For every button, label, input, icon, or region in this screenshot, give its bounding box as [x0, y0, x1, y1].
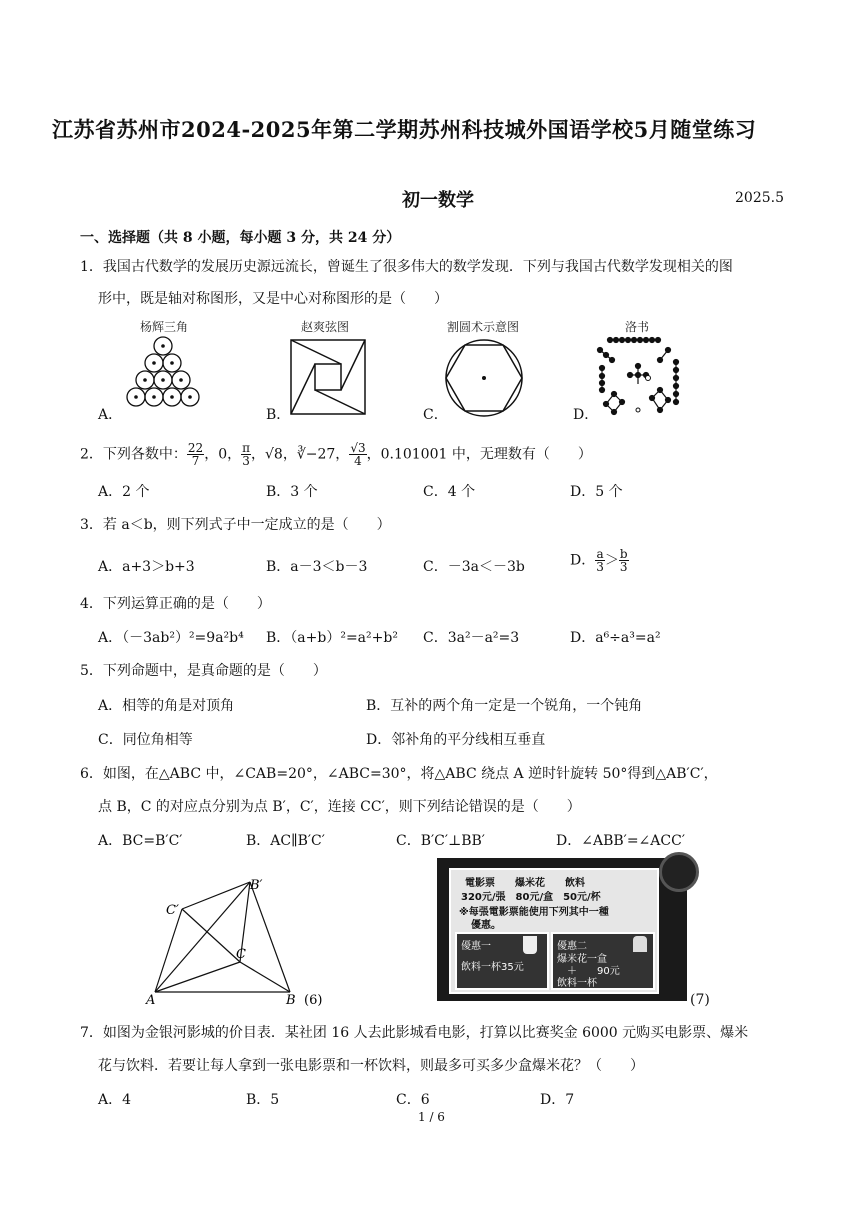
q1-caption-c: 割圆术示意图: [447, 320, 520, 334]
q2-fraction-sqrt3-4: [349, 442, 366, 467]
q1-option-b: B．: [266, 407, 291, 423]
q7-option-d: D．7: [540, 1092, 575, 1108]
q2-stem: [80, 442, 592, 467]
q5-option-a: A．相等的角是对顶角: [98, 698, 235, 714]
q6-option-d: D．∠ABB′=∠ACC′: [556, 833, 685, 849]
offer-two-line3: 飲料一杯: [557, 978, 597, 989]
price-board-panel: [449, 868, 659, 994]
offer-two-line2: ＋ 90元: [567, 966, 620, 977]
cinema-price-board: [437, 858, 687, 1001]
q6-stem-line1: 6．如图，在△ABC 中，∠CAB=20°，∠ABC=30°，将△ABC 绕点 A 逆时针旋转 50°得到△AB′C′，: [80, 766, 718, 782]
q1-option-c: C．: [423, 407, 448, 423]
offer-two-box: [551, 932, 655, 990]
q2-fraction-22-7: [187, 442, 204, 467]
offer-note-line1: ※每張電影票能使用下列其中一種: [459, 907, 609, 918]
q2-prefix: 2．下列各数中：: [80, 446, 187, 463]
q5-option-c: C．同位角相等: [98, 732, 193, 748]
label-a: A: [146, 993, 156, 1008]
offer-one-box: [455, 932, 549, 990]
offer-two-title: 優惠二: [557, 941, 587, 952]
figure-6-number: (6): [304, 993, 323, 1008]
label-b-prime: B′: [250, 878, 263, 893]
q7-option-b: B．5: [246, 1092, 280, 1108]
figure-7-number: (7): [690, 992, 710, 1008]
q4-option-b: B．（a+b）²=a²+b²: [266, 630, 398, 646]
label-c: C: [236, 947, 246, 962]
q5-option-d: D．邻补角的平分线相互垂直: [366, 732, 546, 748]
q1-stem-line2: 形中，既是轴对称图形，又是中心对称图形的是（ ）: [98, 291, 448, 307]
q2-option-c: C．4 个: [423, 484, 476, 500]
q6-stem-line2: 点 B，C 的对应点分别为点 B′，C′，连接 CC′，则下列结论错误的是（ ）: [98, 799, 581, 815]
q5-option-b: B．互补的两个角一定是一个锐角，一个钝角: [366, 698, 643, 714]
q1-caption-a: 杨辉三角: [140, 320, 189, 334]
q6-option-b: B．AC∥B′C′: [246, 833, 325, 849]
q3-option-d-label: D．: [570, 552, 596, 569]
q2-frac2-num: π: [242, 441, 251, 455]
q2-frac3-den: 4: [354, 454, 362, 468]
label-c-prime: C′: [166, 903, 179, 918]
q6-option-a: A．BC=B′C′: [98, 833, 183, 849]
q1-option-d: D．: [573, 407, 599, 423]
q3-option-b: B．a－3＜b－3: [266, 559, 368, 575]
q7-stem-line2: 花与饮料．若要让每人拿到一张电影票和一杯饮料，则最多可买多少盒爆米花？（ ）: [98, 1058, 644, 1074]
q3-d-frac2-num: b: [619, 547, 628, 561]
q6-option-c: C．B′C′⊥BB′: [396, 833, 485, 849]
q3-d-frac1: [595, 548, 605, 573]
q2-option-b: B．3 个: [266, 484, 318, 500]
q7-option-c: C．6: [396, 1092, 430, 1108]
q3-stem: 3．若 a＜b，则下列式子中一定成立的是（ ）: [80, 517, 391, 533]
q2-fraction-pi-3: [241, 442, 251, 467]
offer-one-text: 飲料一杯35元: [461, 962, 524, 973]
q3-option-d: [570, 548, 629, 573]
q2-option-d: D．5 个: [570, 484, 623, 500]
q2-frac1-num: 22: [187, 441, 204, 455]
q1-caption-d: 洛书: [625, 320, 650, 334]
price-headers: 電影票 爆米花 飲料: [465, 878, 585, 889]
offer-two-line1: 爆米花一盒: [557, 954, 607, 965]
q4-option-c: C．3a²－a²=3: [423, 630, 520, 646]
q2-mid1: ，0，: [204, 446, 242, 463]
q4-option-a: A．（－3ab²）²=9a²b⁴: [98, 630, 244, 646]
popcorn-icon: [633, 936, 647, 952]
q3-option-c: C．－3a＜－3b: [423, 559, 525, 575]
label-b: B: [286, 993, 296, 1008]
q3-d-frac1-den: 3: [596, 560, 604, 574]
q3-d-frac2: [619, 548, 629, 573]
q2-option-a: A．2 个: [98, 484, 150, 500]
circle-cutting-figure: [443, 337, 525, 419]
q2-frac2-den: 3: [242, 454, 250, 468]
q3-d-frac1-num: a: [596, 547, 604, 561]
q3-d-frac2-den: 3: [619, 560, 628, 574]
q7-option-a: A．4: [98, 1092, 132, 1108]
q2-frac3-num: √3: [350, 441, 366, 455]
q2-suffix: ，0.101001 中，无理数有（ ）: [366, 446, 592, 463]
q6-triangle-figure: [140, 872, 340, 1012]
subject-title: 初一数学: [402, 190, 474, 211]
offer-one-title: 優惠一: [461, 941, 491, 952]
document-date: 2025.5: [735, 190, 784, 206]
zhaoshuang-figure: [289, 338, 367, 416]
offer-note-line2: 優惠。: [471, 920, 501, 931]
page-number: 1 / 6: [418, 1110, 445, 1124]
drink-cup-icon: [523, 936, 537, 954]
q3-d-op: ＞: [604, 552, 619, 569]
q1-option-a: A．: [98, 407, 123, 423]
q4-stem: 4．下列运算正确的是（ ）: [80, 596, 271, 612]
q2-mid2: ，√8，∛−27，: [251, 446, 350, 463]
q1-stem-line1: 1．我国古代数学的发展历史源远流长，曾诞生了很多伟大的数学发现．下列与我国古代数学发现相关的图: [80, 259, 733, 275]
q1-caption-b: 赵爽弦图: [301, 320, 350, 334]
q4-option-d: D．a⁶÷a³=a²: [570, 630, 661, 646]
luoshu-figure: [592, 332, 688, 418]
price-values: 320元/張 80元/盒 50元/杯: [461, 892, 601, 903]
q7-stem-line1: 7．如图为金银河影城的价目表．某社团 16 人去此影城看电影，打算以比赛奖金 6000 元购买电影票、爆米: [80, 1025, 749, 1041]
q2-frac1-den: 7: [191, 454, 200, 468]
q3-option-a: A．a+3＞b+3: [98, 559, 195, 575]
section-heading: 一、选择题（共 8 小题，每小题 3 分，共 24 分）: [80, 230, 401, 246]
yanghui-triangle-figure: [118, 336, 208, 416]
document-title: 江苏省苏州市2024-2025年第二学期苏州科技城外国语学校5月随堂练习: [52, 117, 757, 142]
q5-stem: 5．下列命题中，是真命题的是（ ）: [80, 663, 327, 679]
film-reel-icon: [659, 852, 699, 892]
